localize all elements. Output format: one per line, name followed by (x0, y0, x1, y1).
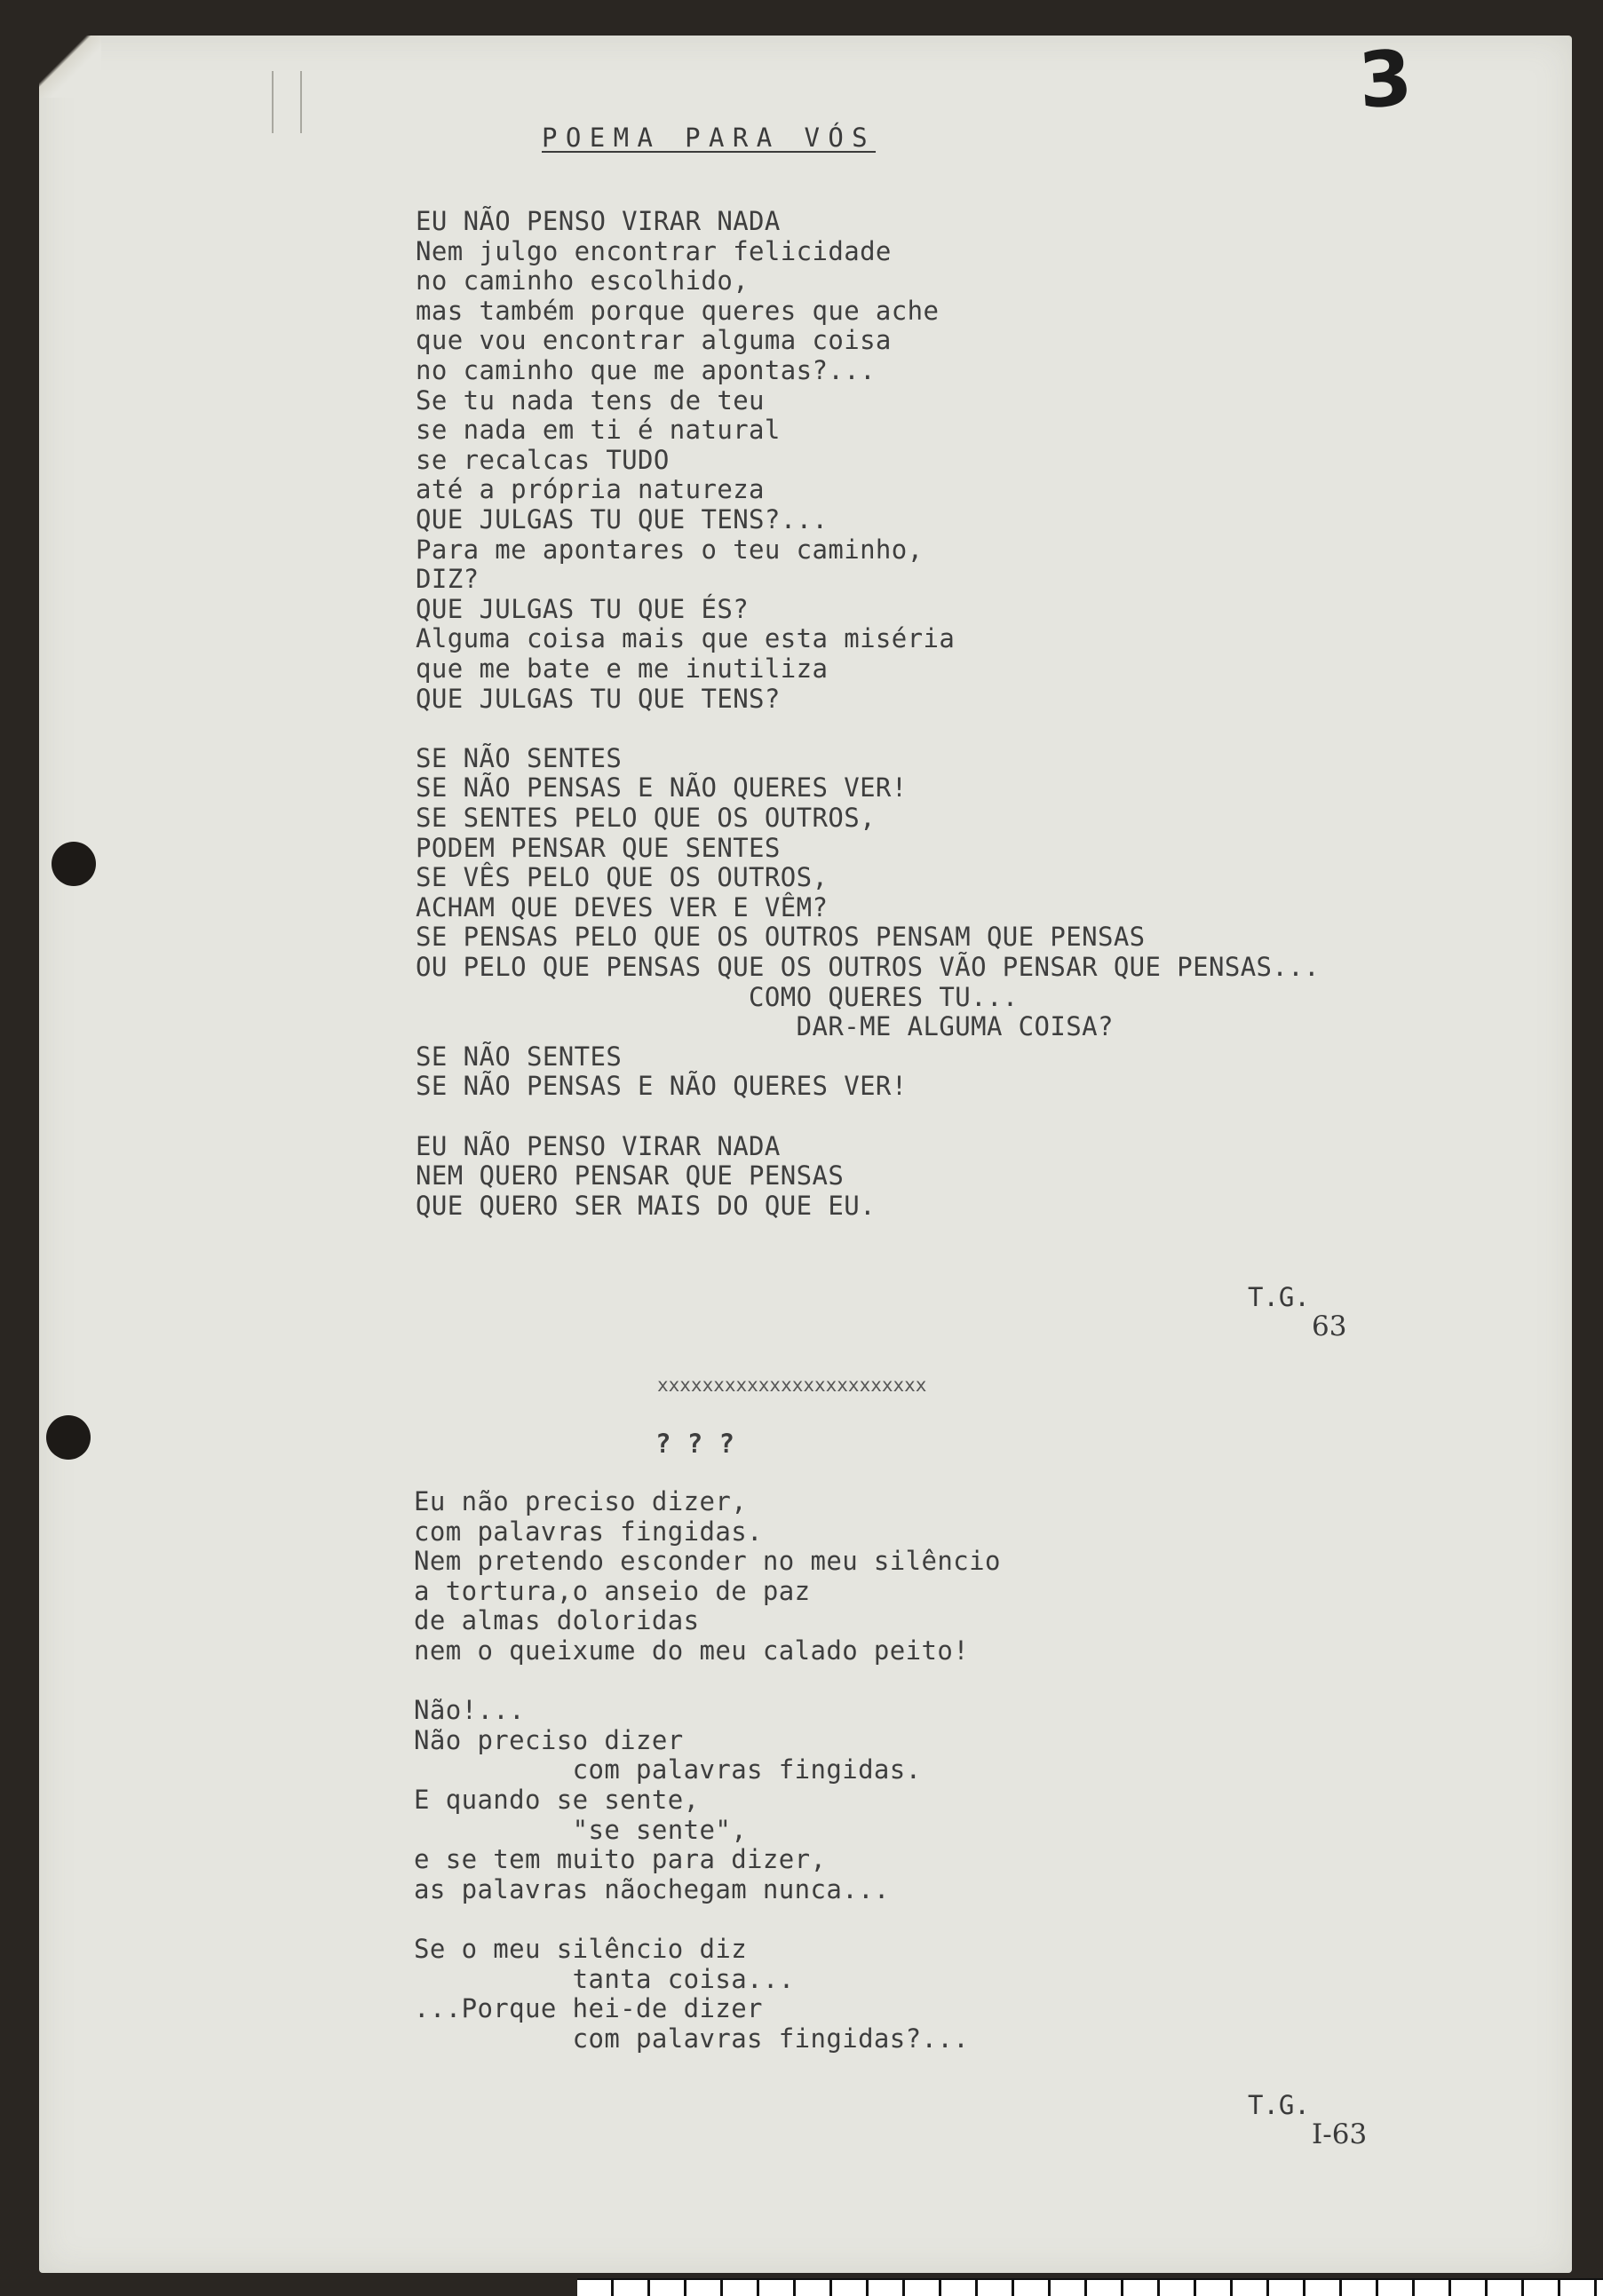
poem-line: Se tu nada tens de teu (416, 384, 765, 416)
poem-line: as palavras nãochegam nunca... (414, 1873, 890, 1904)
poem-line: SE NÃO SENTES (416, 1041, 623, 1072)
poem-line: Nem pretendo esconder no meu silêncio (414, 1546, 1001, 1577)
poem-line: NEM QUERO PENSAR QUE PENSAS (416, 1160, 845, 1192)
measurement-scale (577, 2278, 1603, 2296)
poem-line: OU PELO QUE PENSAS QUE OS OUTROS VÃO PENSAR QUE PENSAS... (416, 952, 1320, 982)
poem-line: que vou encontrar alguma coisa (416, 325, 892, 356)
poem-line: se recalcas TUDO (416, 444, 670, 475)
pencil-mark (272, 71, 274, 133)
signature-year: 63 (1312, 1310, 1347, 1342)
poem-line: QUE JULGAS TU QUE TENS?... (416, 504, 829, 534)
poem-line: QUE JULGAS TU QUE ÉS? (416, 593, 750, 624)
poem-line: com palavras fingidas?... (414, 2023, 970, 2054)
poem-line: SE NÃO PENSAS E NÃO QUERES VER! (416, 1071, 908, 1102)
poem-line: Não!... (414, 1695, 526, 1726)
poem-line: "se sente", (414, 1814, 748, 1845)
poem-line: SE VÊS PELO QUE OS OUTROS, (416, 862, 829, 893)
poem-line: que me bate e me inutiliza (416, 653, 829, 684)
poem-line: a tortura,o anseio de paz (414, 1575, 811, 1606)
poem-line: PODEM PENSAR QUE SENTES (416, 832, 781, 863)
poem-line: QUE JULGAS TU QUE TENS? (416, 683, 781, 714)
poem-line: no caminho escolhido, (416, 265, 750, 297)
poem-line: tanta coisa... (414, 1963, 795, 1994)
poem-line: Nem julgo encontrar felicidade (416, 235, 892, 266)
poem-line: SE PENSAS PELO QUE OS OUTROS PENSAM QUE PENSAS (416, 922, 1146, 953)
signature-initials: T.G. (1248, 2090, 1310, 2120)
signature-year: I-63 (1312, 2118, 1368, 2150)
poem-line: EU NÃO PENSO VIRAR NADA (416, 1130, 781, 1161)
poem-line: SE NÃO SENTES (416, 742, 623, 773)
poem-line: com palavras fingidas. (414, 1754, 922, 1785)
poem-line: E quando se sente, (414, 1785, 700, 1815)
poem-line: Eu não preciso dizer, (414, 1486, 748, 1516)
poem-line: ACHAM QUE DEVES VER E VÊM? (416, 891, 829, 922)
poem-line: SE SENTES PELO QUE OS OUTROS, (416, 803, 876, 833)
poem-title: POEMA PARA VÓS (542, 123, 877, 153)
poem-line: SE NÃO PENSAS E NÃO QUERES VER! (416, 772, 908, 804)
poem-line: nem o queixume do meu calado peito! (414, 1635, 970, 1666)
poem-line: com palavras fingidas. (414, 1516, 763, 1547)
poem-line: se nada em ti é natural (416, 415, 781, 446)
poem-line: mas também porque queres que ache (416, 295, 940, 326)
separator-line: xxxxxxxxxxxxxxxxxxxxxxxx (657, 1374, 927, 1396)
poem-line: DAR-ME ALGUMA COISA? (416, 1011, 1114, 1042)
poem-line: Se o meu silêncio diz (414, 1934, 748, 1964)
folded-corner (39, 36, 101, 98)
poem-line: QUE QUERO SER MAIS DO QUE EU. (416, 1190, 876, 1221)
poem-line: e se tem muito para dizer, (414, 1844, 827, 1875)
poem-line: COMO QUERES TU... (416, 981, 1019, 1012)
poem-line: ...Porque hei-de dizer (414, 1993, 763, 2024)
poem-line: de almas doloridas (414, 1605, 700, 1636)
pencil-mark (300, 71, 302, 133)
poem-line: até a própria natureza (416, 474, 765, 505)
poem-line: Não preciso dizer (414, 1724, 684, 1755)
poem-line: no caminho que me apontas?... (416, 355, 876, 385)
poem-line: DIZ? (416, 564, 480, 595)
punch-hole (52, 842, 96, 886)
poem-line: EU NÃO PENSO VIRAR NADA (416, 206, 781, 236)
punch-hole (46, 1415, 91, 1460)
poem-line: Para me apontares o teu caminho, (416, 534, 924, 565)
poem-line: Alguma coisa mais que esta miséria (416, 623, 956, 654)
signature-initials: T.G. (1248, 1282, 1310, 1312)
poem-title: ? ? ? (655, 1429, 735, 1459)
page-number: 3 (1355, 34, 1416, 126)
